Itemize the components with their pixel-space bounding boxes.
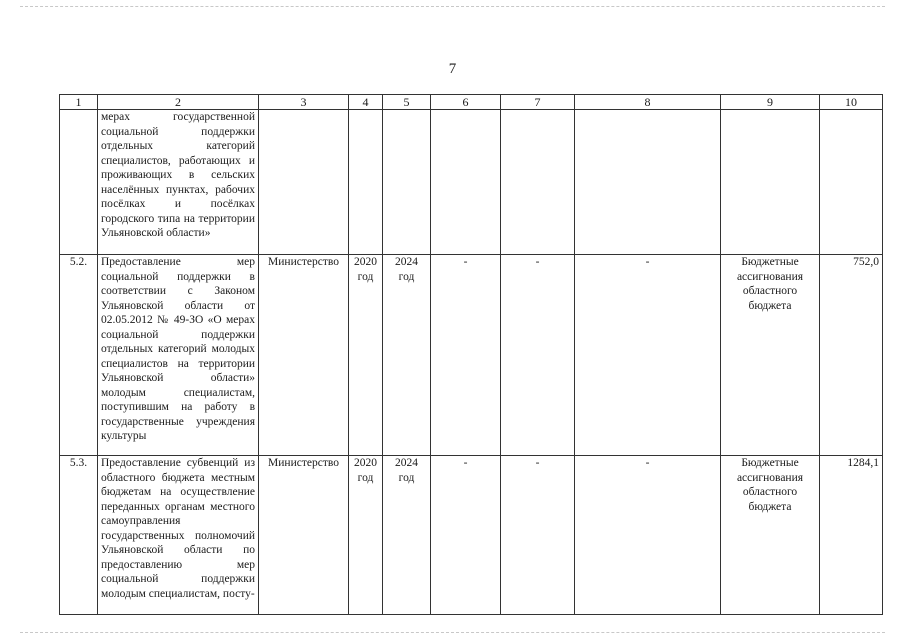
funding-amount xyxy=(820,110,883,255)
row-number: 5.2. xyxy=(60,255,98,456)
executor: Министерство xyxy=(259,255,349,456)
row-number: 5.3. xyxy=(60,456,98,615)
table-row xyxy=(60,456,883,615)
col6-cell: - xyxy=(431,456,501,615)
col6-cell xyxy=(431,110,501,255)
funding-source xyxy=(721,110,820,255)
funding-amount: 1284,1 xyxy=(820,456,883,615)
header-cell: 7 xyxy=(501,95,575,110)
end-year: 2024 год xyxy=(383,255,431,456)
funding-amount: 752,0 xyxy=(820,255,883,456)
header-cell: 5 xyxy=(383,95,431,110)
col7-cell: - xyxy=(501,456,575,615)
executor xyxy=(259,110,349,255)
table-header-row xyxy=(60,95,883,110)
activity-description: Предоставление мер социальной поддержки в соответствии с Законом Ульяновской области от 02.05.2012 № 49-ЗО «О мерах социальной поддержки отдельных категорий молодых специалистов на территории Ульяновской области» молодым специалистам, поступившим на работу в государственные учреждения культуры xyxy=(98,255,259,456)
executor: Министерство xyxy=(259,456,349,615)
col7-cell: - xyxy=(501,255,575,456)
header-cell: 1 xyxy=(60,95,98,110)
header-cell: 6 xyxy=(431,95,501,110)
page-number: 7 xyxy=(448,61,457,77)
col8-cell xyxy=(575,110,721,255)
start-year: 2020 год xyxy=(349,456,383,615)
col7-cell xyxy=(501,110,575,255)
end-year: 2024 год xyxy=(383,456,431,615)
header-cell: 8 xyxy=(575,95,721,110)
start-year: 2020 год xyxy=(349,255,383,456)
header-cell: 9 xyxy=(721,95,820,110)
header-cell: 3 xyxy=(259,95,349,110)
col8-cell: - xyxy=(575,255,721,456)
table-row xyxy=(60,255,883,456)
activity-description: мерах государственной социальной поддержки отдельных категорий специалистов, работающих и проживающих в сельских населённых пунктах, рабочих посёлках и посёлках городского типа на территории Ульяновской области» xyxy=(98,110,259,255)
header-cell: 4 xyxy=(349,95,383,110)
row-number xyxy=(60,110,98,255)
scan-edge-top xyxy=(20,6,885,9)
col6-cell: - xyxy=(431,255,501,456)
activities-table xyxy=(59,94,883,615)
funding-source: Бюджетные ассигнования областного бюджета xyxy=(721,456,820,615)
activity-description: Предоставление субвенций из областного бюджета местным бюджетам на осуществление переданных органам местного самоуправления государственных полномочий Ульяновской области по предоставлению мер социальной поддержки молодым специалистам, посту- xyxy=(98,456,259,615)
table-row xyxy=(60,110,883,255)
header-cell: 10 xyxy=(820,95,883,110)
scan-edge-bottom xyxy=(20,632,885,635)
funding-source: Бюджетные ассигнования областного бюджета xyxy=(721,255,820,456)
start-year xyxy=(349,110,383,255)
header-cell: 2 xyxy=(98,95,259,110)
end-year xyxy=(383,110,431,255)
col8-cell: - xyxy=(575,456,721,615)
